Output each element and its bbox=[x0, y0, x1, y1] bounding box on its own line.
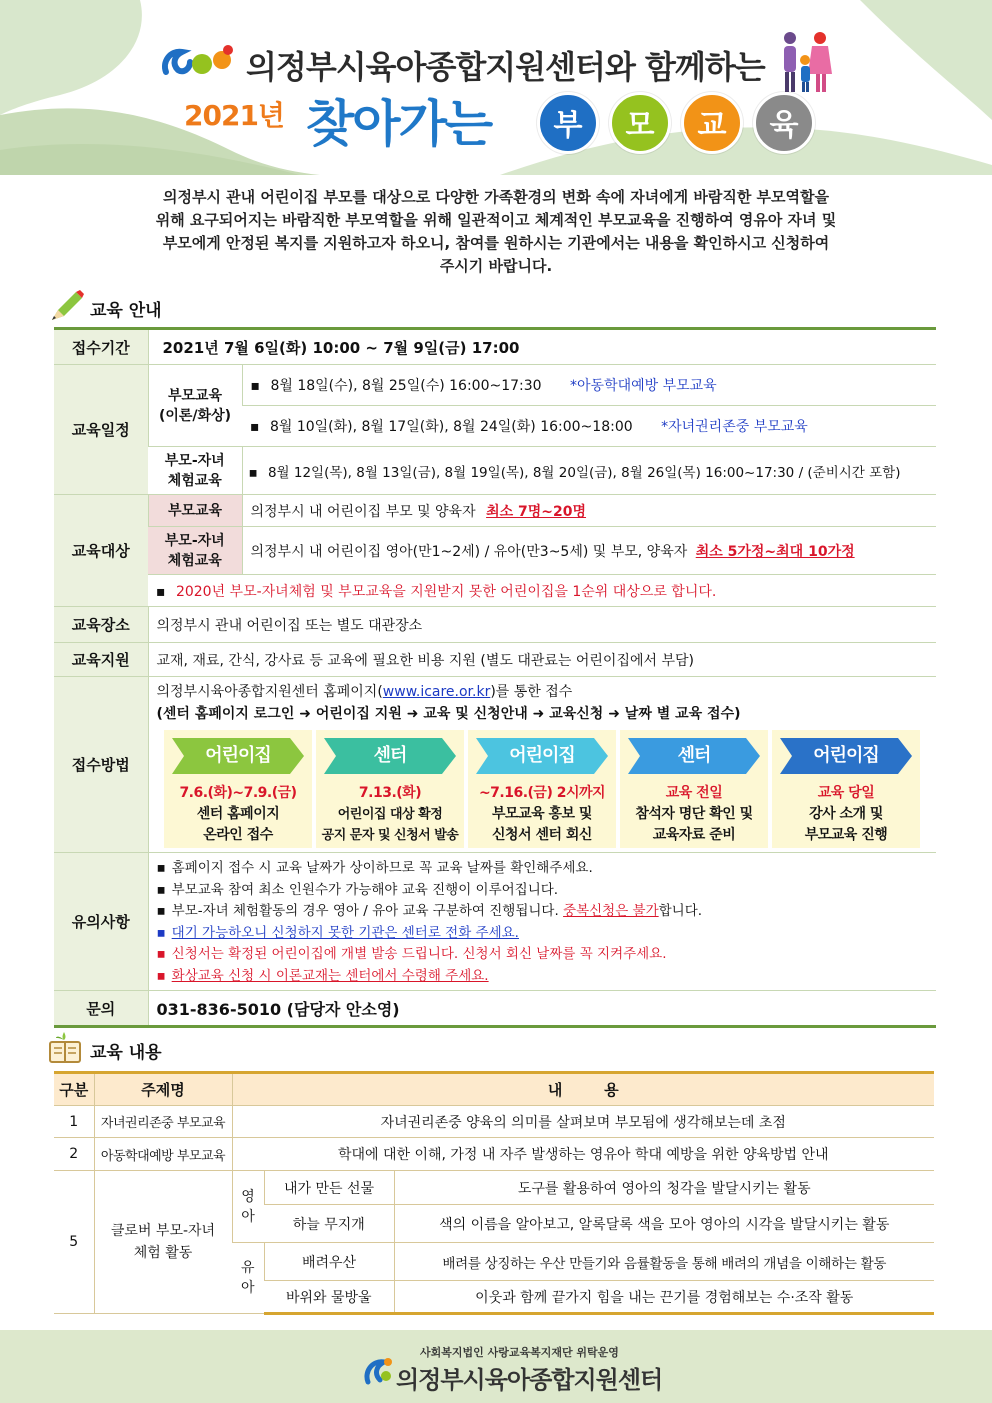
schedule-row1 bbox=[242, 365, 936, 406]
step-date: 7.13.(화) bbox=[358, 785, 422, 801]
note-item bbox=[157, 858, 929, 880]
notes-cell bbox=[148, 853, 936, 991]
step-desc-line2: 교육자료 준비 bbox=[652, 827, 736, 843]
note-item bbox=[157, 880, 929, 902]
step-2 bbox=[316, 730, 464, 848]
homepage-link[interactable]: www.icare.or.kr bbox=[382, 684, 491, 700]
schedule-sub-experience bbox=[148, 447, 242, 495]
intro-line: 위해 요구되어지는 바람직한 부모역할을 위해 일관적이고 체계적인 부모교육을 진행하여 영유아 자녀 및 bbox=[155, 211, 837, 229]
activity-name: 내가 만든 선물 bbox=[264, 1171, 394, 1205]
step-desc-line1: 참석자 명단 확인 및 bbox=[635, 806, 753, 822]
bullet-icon: ▪ bbox=[156, 583, 166, 600]
step-label: 센터 bbox=[677, 745, 711, 766]
intro-line: 부모에게 안정된 복지를 지원하고자 하오니, 참여를 원하시는 기관에서는 내용을 확인하시고 신청하여 bbox=[162, 234, 830, 252]
schedule-row2 bbox=[242, 406, 936, 447]
target-row1-highlight: 최소 7명~20명 bbox=[486, 503, 587, 520]
section-header-content bbox=[48, 1030, 248, 1064]
note-text: 대기 가능하오니 신청하지 못한 기관은 센터로 전화 주세요. bbox=[171, 924, 519, 941]
bullet-icon: ▪ bbox=[248, 464, 258, 481]
row-no: 2 bbox=[54, 1138, 94, 1171]
row-topic bbox=[94, 1171, 232, 1314]
center-logo-icon bbox=[160, 42, 240, 82]
table-row bbox=[54, 1171, 934, 1205]
note-text: 부모-자녀 체험활동의 경우 영아 / 유아 교육 구분하여 진행됩니다. bbox=[171, 903, 559, 919]
bullet-icon: ▪ bbox=[156, 967, 166, 984]
activity-desc: 이웃과 함께 끝가지 힘을 내는 끈기를 경험해보는 수·조작 활동 bbox=[394, 1281, 934, 1314]
target-row2 bbox=[242, 527, 936, 575]
schedule-row2-note: *자녀권리존중 부모교육 bbox=[661, 419, 808, 435]
activity-name: 배려우산 bbox=[264, 1243, 394, 1281]
note-text: 합니다. bbox=[658, 903, 703, 919]
step-date: 교육 당일 bbox=[817, 785, 875, 801]
footer-name: 의정부시육아종합지원센터 bbox=[396, 1366, 663, 1394]
target-label: 교육대상 bbox=[54, 495, 148, 607]
target-row1 bbox=[242, 495, 936, 527]
method-line1-b: )를 통한 접수 bbox=[490, 684, 573, 700]
period-value: 2021년 7월 6일(화) 10:00 ~ 7월 9일(금) 17:00 bbox=[148, 329, 936, 365]
note-text: 부모교육 참여 최소 인원수가 가능해야 교육 진행이 이루어집니다. bbox=[171, 881, 559, 898]
page-footer bbox=[0, 1330, 992, 1403]
contact-value: 031-836-5010 (담당자 안소영) bbox=[148, 991, 936, 1027]
schedule-sub-parent-line1: 부모교육 bbox=[167, 387, 223, 404]
step-desc-line1: 강사 소개 및 bbox=[809, 806, 883, 822]
content-table bbox=[54, 1071, 934, 1315]
schedule-row2-text: 8월 10일(화), 8월 17일(화), 8월 24일(화) 16:00~18:00 bbox=[269, 419, 633, 435]
step-desc-line2: 공지 문자 및 신청서 발송 bbox=[321, 828, 459, 843]
schedule-label: 교육일정 bbox=[54, 365, 148, 495]
step-desc-line2: 부모교육 진행 bbox=[804, 827, 888, 843]
bullet-icon: ▪ bbox=[156, 860, 166, 876]
footer-sub: 사회복지법인 사랑교육복지재단 위탁운영 bbox=[420, 1346, 619, 1359]
infant-label-2: 아 bbox=[241, 1208, 255, 1225]
col-header: 구분 bbox=[54, 1073, 94, 1106]
note-item bbox=[157, 966, 929, 988]
row-desc: 자녀권리존중 양육의 의미를 살펴보며 부모됨에 생각해보는데 초점 bbox=[232, 1106, 934, 1138]
bullet-icon: ▪ bbox=[156, 946, 166, 962]
toddler-label-2: 아 bbox=[240, 1280, 255, 1296]
bullet-icon: ▪ bbox=[156, 881, 166, 898]
header-year: 2021년 bbox=[184, 99, 284, 132]
step-desc-line2: 온라인 접수 bbox=[203, 827, 273, 843]
activity-name: 바위와 물방울 bbox=[264, 1281, 394, 1314]
row-no: 5 bbox=[54, 1171, 94, 1314]
target-row2-highlight: 최소 5가정~최대 10가정 bbox=[695, 543, 855, 560]
support-value: 교재, 재료, 간식, 강사료 등 교육에 필요한 비용 지원 (별도 대관료는 어린이집에서 부담) bbox=[148, 643, 936, 677]
schedule-row3 bbox=[242, 447, 936, 495]
target-note bbox=[148, 575, 936, 607]
col-header: 주제명 bbox=[94, 1073, 232, 1106]
row-no: 1 bbox=[54, 1106, 94, 1138]
step-1 bbox=[164, 730, 312, 848]
toddler-label-1: 유 bbox=[240, 1260, 255, 1276]
step-desc bbox=[620, 804, 768, 846]
notes-label: 유의사항 bbox=[54, 853, 148, 991]
step-label: 어린이집 bbox=[205, 745, 271, 766]
circle-mo: 모 bbox=[609, 92, 671, 154]
note-item bbox=[157, 923, 929, 945]
schedule-row1-text: 8월 18일(수), 8월 25일(수) 16:00~17:30 bbox=[270, 378, 542, 394]
col-header: 내 용 bbox=[232, 1073, 934, 1106]
row-topic: 자녀권리존중 부모교육 bbox=[94, 1106, 232, 1138]
step-date: 교육 전일 bbox=[665, 785, 723, 801]
activity-desc: 배려를 상징하는 우산 만들기와 음률활동을 통해 배려의 개념을 이해하는 활동 bbox=[394, 1243, 934, 1281]
section-header-guide bbox=[48, 288, 248, 322]
book-icon bbox=[48, 1030, 84, 1064]
activity-desc: 도구를 활용하여 영아의 청각을 발달시키는 활동 bbox=[394, 1171, 934, 1205]
step-desc-line2: 신청서 센터 회신 bbox=[492, 827, 592, 843]
step-desc-line1: 부모교육 홍보 및 bbox=[492, 806, 592, 822]
step-label: 어린이집 bbox=[813, 745, 879, 766]
target-sub-experience-line2: 체험교육 bbox=[167, 552, 222, 569]
schedule-sub-parent bbox=[148, 365, 242, 447]
application-steps bbox=[164, 730, 920, 848]
place-value: 의정부시 관내 어린이집 또는 별도 대관장소 bbox=[148, 607, 936, 643]
pencil-icon bbox=[48, 288, 86, 324]
step-3 bbox=[468, 730, 616, 848]
section-title: 교육 안내 bbox=[90, 301, 162, 321]
page-header bbox=[0, 0, 992, 175]
bullet-icon: ▪ bbox=[250, 419, 260, 435]
step-5 bbox=[772, 730, 920, 848]
note-highlight: 중복신청은 불가 bbox=[563, 903, 659, 919]
step-desc bbox=[316, 804, 464, 846]
note-item bbox=[157, 901, 929, 923]
place-label: 교육장소 bbox=[54, 607, 148, 643]
bullet-icon: ▪ bbox=[250, 378, 260, 394]
row-desc: 학대에 대한 이해, 가정 내 자주 발생하는 영유아 학대 예방을 위한 양육방법 안내 bbox=[232, 1138, 934, 1171]
target-row2-text: 의정부시 내 어린이집 영아(만1~2세) / 유아(만3~5세) 및 부모, 양육자 bbox=[250, 543, 688, 560]
step-label: 센터 bbox=[373, 745, 407, 766]
target-row1-text: 의정부시 내 어린이집 부모 및 양육자 bbox=[250, 503, 476, 520]
family-icon bbox=[776, 28, 836, 98]
note-text: 화상교육 신청 시 이론교재는 센터에서 수령해 주세요. bbox=[171, 967, 489, 984]
schedule-sub-experience-line2: 체험교육 bbox=[167, 472, 222, 489]
intro-line: 의정부시 관내 어린이집 부모를 대상으로 다양한 가족환경의 변화 속에 자녀에게 바람직한 부모역할을 bbox=[162, 188, 830, 206]
schedule-row1-note: *아동학대예방 부모교육 bbox=[570, 378, 717, 394]
support-label: 교육지원 bbox=[54, 643, 148, 677]
schedule-sub-parent-line2: (이론/화상) bbox=[158, 407, 231, 424]
header-title-line2: 찾아가는 bbox=[306, 95, 492, 153]
step-date: ~7.16.(금) 2시까지 bbox=[478, 785, 606, 801]
target-sub-experience bbox=[148, 527, 242, 575]
center-logo-icon bbox=[364, 1354, 394, 1390]
infant-label-1: 영 bbox=[241, 1188, 255, 1205]
step-desc bbox=[164, 804, 312, 846]
note-text: 홈페이지 접수 시 교육 날짜가 상이하므로 꼭 교육 날짜를 확인해주세요. bbox=[171, 860, 593, 876]
method-line1-a: 의정부시육아종합지원센터 홈페이지( bbox=[156, 684, 383, 700]
step-desc-line1: 센터 홈페이지 bbox=[196, 806, 280, 822]
table-row bbox=[54, 1106, 934, 1138]
row-topic-line1: 클로버 부모-자녀 bbox=[110, 1223, 216, 1239]
table-row bbox=[54, 1138, 934, 1171]
header-title-line1: 의정부시육아종합지원센터와 함께하는 bbox=[246, 48, 765, 86]
info-table bbox=[54, 327, 936, 1028]
bullet-icon: ▪ bbox=[156, 924, 166, 941]
schedule-row3-text: 8월 12일(목), 8월 13일(금), 8월 19일(목), 8월 20일(금), 8월 26일(목) 16:00~17:30 / (준비시간 포함) bbox=[267, 464, 901, 481]
step-label: 어린이집 bbox=[509, 745, 575, 766]
activity-name: 하늘 무지개 bbox=[264, 1205, 394, 1243]
target-note-text: 2020년 부모-자녀체험 및 부모교육을 지원받지 못한 어린이집을 1순위 대상으로 합니다. bbox=[175, 583, 717, 600]
circle-gyo: 교 bbox=[681, 92, 743, 154]
step-desc bbox=[772, 804, 920, 846]
row-topic-line2: 체험 활동 bbox=[133, 1245, 193, 1261]
note-text: 신청서는 확정된 어린이집에 개별 발송 드립니다. 신청서 회신 날짜를 꼭 지켜주세요. bbox=[171, 946, 667, 962]
step-desc-line1: 어린이집 대상 확정 bbox=[337, 807, 443, 822]
note-item bbox=[157, 944, 929, 966]
contact-label: 문의 bbox=[54, 991, 148, 1027]
target-sub-experience-line1: 부모-자녀 bbox=[164, 532, 225, 549]
period-label: 접수기간 bbox=[54, 329, 148, 365]
toddler-label bbox=[232, 1243, 264, 1314]
method-label: 접수방법 bbox=[54, 677, 148, 853]
circle-bu: 부 bbox=[537, 92, 599, 154]
intro-line: 주시기 바랍니다. bbox=[439, 257, 553, 275]
target-sub-parent: 부모교육 bbox=[148, 495, 242, 527]
step-date: 7.6.(화)~7.9.(금) bbox=[179, 785, 297, 801]
step-4 bbox=[620, 730, 768, 848]
method-line1 bbox=[157, 681, 929, 703]
schedule-sub-experience-line1: 부모-자녀 bbox=[164, 452, 225, 469]
method-line2: (센터 홈페이지 로그인 ➜ 어린이집 지원 ➜ 교육 및 신청안내 ➜ 교육신청 ➜ 날짜 별 교육 접수) bbox=[156, 706, 741, 722]
infant-label bbox=[232, 1171, 264, 1243]
section-title: 교육 내용 bbox=[90, 1043, 162, 1063]
row-topic: 아동학대예방 부모교육 bbox=[94, 1138, 232, 1171]
activity-desc: 색의 이름을 알아보고, 알록달록 색을 모아 영아의 시각을 발달시키는 활동 bbox=[394, 1205, 934, 1243]
step-desc bbox=[468, 804, 616, 846]
bullet-icon: ▪ bbox=[156, 903, 166, 919]
circle-yuk: 육 bbox=[753, 92, 815, 154]
intro-text bbox=[92, 186, 900, 278]
